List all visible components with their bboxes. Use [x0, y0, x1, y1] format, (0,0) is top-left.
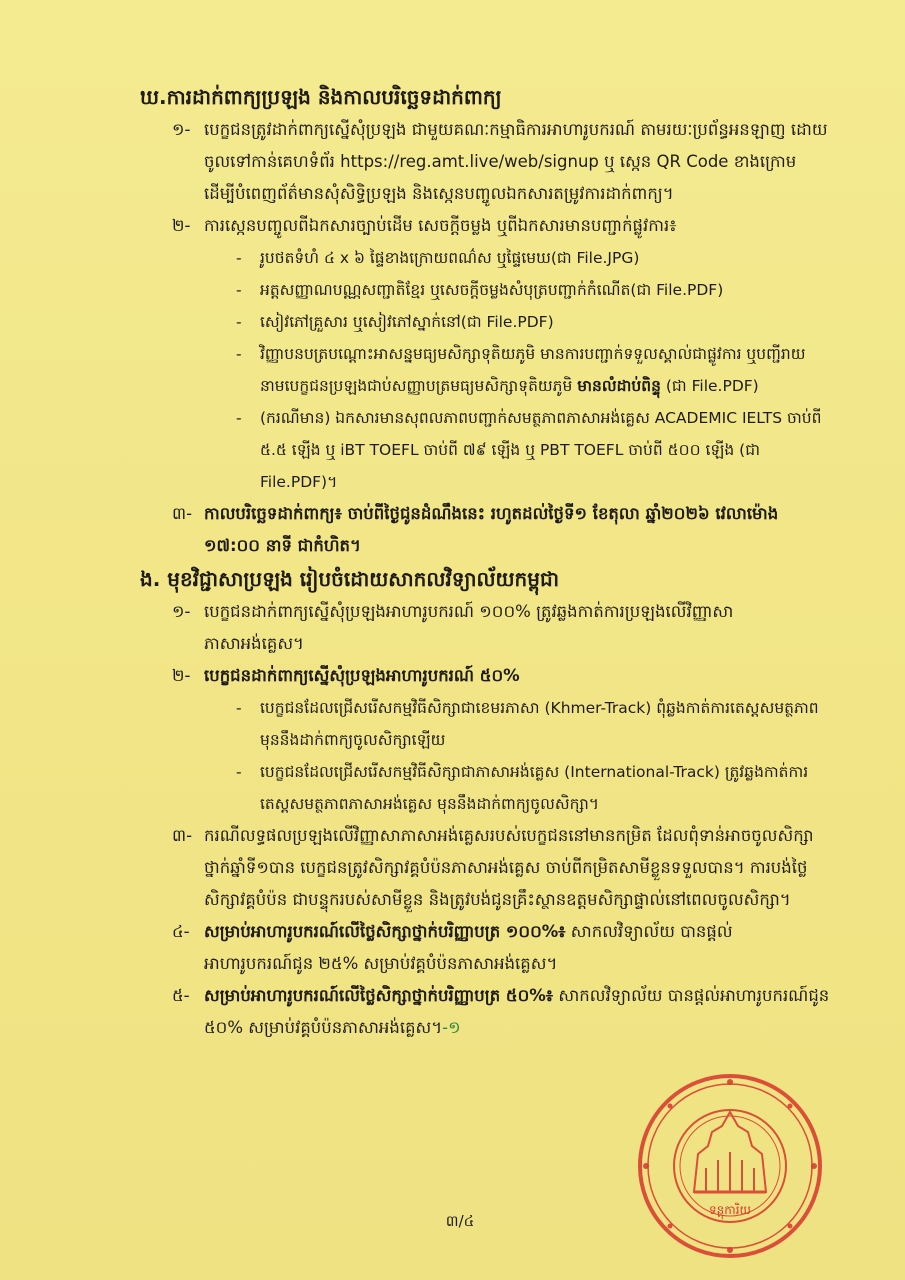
requirement-text-b: (ជា File.PDF): [665, 377, 759, 395]
item-text: កាលបរិច្ឆេទដាក់ពាក្យ៖ ចាប់ពីថ្ងៃជូនដំណឹងនេះ រហូតដល់ថ្ងៃទី១ ខែតុលា ឆ្នាំ២០២៦ វេលាម៉ោង ១៧:០០ នាទី ជាកំហិត។: [204, 504, 779, 555]
seal-text: ទន្តុការិយ: [709, 1203, 751, 1217]
document-requirement: [236, 306, 830, 338]
item-number: ២-: [172, 666, 191, 685]
item-body: សាកលវិទ្យាល័យ បានផ្តល់អាហារូបករណ៍ជូន ៥០% សម្រាប់វគ្គបំប៉នភាសាអង់គ្លេស។: [204, 986, 830, 1037]
item-text: បេក្ខជនដាក់ពាក្យស្នើសុំប្រឡងអាហារូបករណ៍ ១០០% ត្រូវឆ្លងកាត់ការប្រឡងលើវិញ្ញាសាភាសាអង់គ្លេស។: [204, 602, 734, 653]
bullet-dash: -: [236, 345, 242, 363]
item-number: ៤-: [172, 922, 190, 941]
document-requirement: [236, 274, 830, 306]
requirement-emphasis: មានលំដាប់ពិន្ទុ: [577, 377, 661, 395]
initial-mark: -១: [442, 1018, 461, 1037]
item-text-b: ឬ ស្កេន QR Code ខាងក្រោម ដើម្បីបំពេញព័ត៌មានសុំសិទ្ធិប្រឡង និងស្កេនបញ្ចូលឯកសារតម្រូវការដាក់ពាក្យ។: [204, 152, 797, 203]
item-emphasis: សម្រាប់អាហារូបករណ៍លើថ្លៃសិក្សាថ្នាក់បរិញ្ញាបត្រ ៥០%៖: [204, 986, 554, 1005]
section-e-item-3: [140, 820, 830, 916]
page-content: [140, 80, 830, 1044]
item-body: សាកលវិទ្យាល័យ បានផ្តល់អាហារូបករណ៍ជូន ២៥% សម្រាប់វគ្គបំប៉នភាសាអង់គ្លេស។: [204, 922, 733, 973]
document-requirement: [236, 402, 830, 498]
section-e-item-1: [140, 596, 830, 660]
bullet-dash: -: [236, 699, 242, 717]
section-e-item-2: [140, 660, 830, 692]
requirement-text: អត្តសញ្ញាណបណ្ណសញ្ជាតិខ្មែរ ឬសេចក្តីចម្លងសំបុត្របញ្ជាក់កំណើត(ជា File.PDF): [260, 281, 724, 299]
track-option-text: បេក្ខជនដែលជ្រើសរើសកម្មវិធីសិក្សាជាខេមរភាសា (Khmer-Track) ពុំឆ្លងកាត់ការតេស្តសមត្ថភាព មុននឹងដាក់ពាក្យចូលសិក្សាឡើយ: [260, 699, 819, 749]
requirement-text: [260, 338, 830, 402]
requirement-text: (ករណីមាន) ឯកសារមានសុពលភាពបញ្ជាក់សមត្ថភាពភាសាអង់គ្លេស ACADEMIC IELTS ចាប់ពី ៥.៥ ឡើង ឬ iBT TOEFL ចាប់ពី ៧៩ ឡើង ឬ PBT TOEFL ចាប់ពី ៥០០ ឡើង (ជា File.PDF)។: [260, 409, 822, 491]
requirement-text: សៀវភៅគ្រួសារ ឬសៀវភៅស្នាក់នៅ(ជា File.PDF): [260, 313, 554, 331]
item-emphasis: សម្រាប់អាហារូបករណ៍លើថ្លៃសិក្សាថ្នាក់បរិញ្ញាបត្រ ១០០%៖: [204, 922, 566, 941]
item-text: បេក្ខជនដាក់ពាក្យស្នើសុំប្រឡងអាហារូបករណ៍ ៥០%: [204, 666, 520, 685]
item-text: [204, 980, 830, 1044]
item-text: ការស្កេនបញ្ចូលពីឯកសារច្បាប់ដើម សេចក្តីចម្លង ឬពីឯកសារមានបញ្ជាក់ផ្លូវការ៖: [204, 216, 677, 235]
section-e-title: ង. មុខវិជ្ជាសាប្រឡង រៀបចំដោយសាកលវិទ្យាល័យកម្ពុជា: [140, 567, 559, 591]
bullet-dash: -: [236, 409, 242, 427]
item-text: [204, 114, 830, 210]
track-option-text: បេក្ខជនដែលជ្រើសរើសកម្មវិធីសិក្សាជាភាសាអង់គ្លេស (International-Track) ត្រូវឆ្លងកាត់ការតេស្តសមត្ថភាពភាសាអង់គ្លេស មុននឹងដាក់ពាក្យចូលសិក្សា។: [260, 763, 809, 813]
requirement-text-a: វិញ្ញាបនបត្របណ្តោះអាសន្នមធ្យមសិក្សាទុតិយភូមិ មានការបញ្ជាក់ទទួលស្គាល់ជាផ្លូវការ ឬបញ្ជីរាយនាមបេក្ខជនប្រឡងជាប់សញ្ញាបត្រមធ្យមសិក្សាទុតិយភូមិ: [260, 345, 806, 395]
section-d-item-2: [140, 210, 830, 242]
bullet-dash: -: [236, 763, 242, 781]
item-text-a: បេក្ខជនត្រូវដាក់ពាក្យស្នើសុំប្រឡង ជាមួយគណៈកម្មាធិការអាហារូបករណ៍ តាមរយៈប្រព័ន្ធអនឡាញ ដោយចូលទៅកាន់គេហទំព័រ: [204, 120, 828, 171]
bullet-dash: -: [236, 313, 242, 331]
document-requirement: [236, 338, 830, 402]
track-option: [236, 692, 830, 756]
item-text: ករណីលទ្ធផលប្រឡងលើវិញ្ញាសាភាសាអង់គ្លេសរបស់បេក្ខជននៅមានកម្រិត ដែលពុំទាន់អាចចូលសិក្សាថ្នាក់ឆ្នាំទី១បាន បេក្ខជនត្រូវសិក្សាវគ្គបំប៉នភាសាអង់គ្លេស ចាប់ពីកម្រិតសាមីខ្លួនទទួលបាន។ ការបង់ថ្លៃសិក្សាវគ្គបំប៉ន ជាបន្ទុករបស់សាមីខ្លួន និងត្រូវបង់ជូនគ្រឹះស្ថានឧត្តមសិក្សាផ្ទាល់នៅពេលចូលសិក្សា។: [204, 826, 814, 909]
section-d-title: ឃ.ការដាក់ពាក្យប្រឡង និងកាលបរិច្ឆេទដាក់ពាក្យ: [140, 85, 502, 109]
item-number: ២-: [172, 216, 191, 235]
item-number: ៣-: [172, 826, 193, 845]
item-number: ១-: [172, 602, 191, 621]
track-option: [236, 756, 830, 820]
item-text: [204, 916, 830, 980]
section-e-item-5: [140, 980, 830, 1044]
item-number: ១-: [172, 120, 191, 139]
item-number: ៣-: [172, 504, 193, 523]
section-d-item-1: [140, 114, 830, 210]
page-number: ៣/៤: [445, 1212, 475, 1230]
document-requirement: [236, 242, 830, 274]
section-d-item-3: [140, 498, 830, 562]
requirement-text: រូបថតទំហំ ៤ x ៦ ផ្ទៃខាងក្រោយពណ៌ស ឬផ្ទៃមេឃ(ជា File.JPG): [260, 249, 640, 267]
signup-link[interactable]: https://reg.amt.live/web/signup: [340, 152, 599, 171]
item-number: ៥-: [172, 986, 190, 1005]
section-e-item-4: [140, 916, 830, 980]
official-seal-stamp: [636, 1072, 824, 1260]
bullet-dash: -: [236, 249, 242, 267]
bullet-dash: -: [236, 281, 242, 299]
